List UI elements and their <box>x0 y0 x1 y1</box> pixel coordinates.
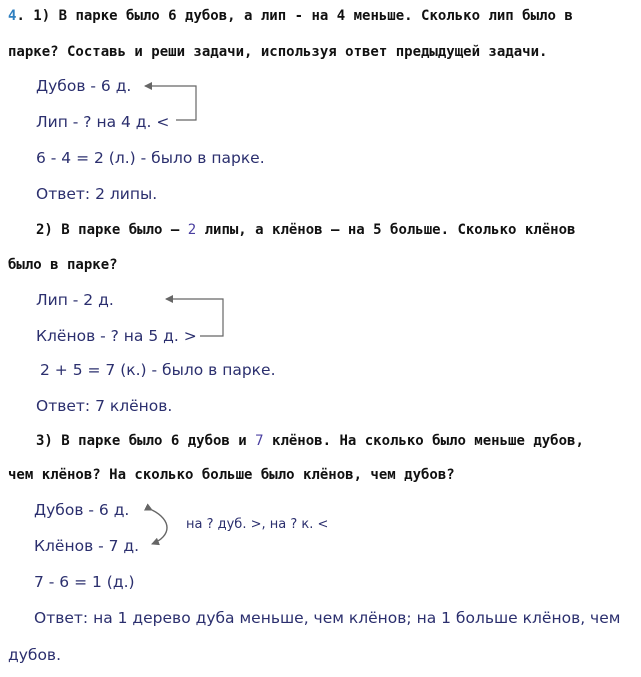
task-1-text-1: 1) В парке было 6 дубов, а лип - на 4 меньше. Сколько лип было в <box>24 8 573 24</box>
task-1-oaks-row: Дубов - 6 д. <box>36 77 132 95</box>
task-3-answer-line-1: Ответ: на 1 дерево дуба меньше, чем клёнов; на 1 больше клёнов, чем <box>34 609 621 627</box>
task-3-oaks-row: Дубов - 6 д. <box>34 501 130 519</box>
task-2-answer: Ответ: 7 клёнов. <box>36 397 173 415</box>
task-2-lindens-row: Лип - 2 д. <box>36 291 114 309</box>
task-1-lindens-row: Лип - ? на 4 д. < <box>36 113 170 131</box>
task-2-text-b: липы, а клёнов — на 5 больше. Сколько клёнов <box>196 222 576 238</box>
task-number-dot: . <box>16 8 25 24</box>
task-2-highlighted-number: 2 <box>187 222 197 238</box>
task-2-text-a: 2) В парке было — <box>36 222 188 238</box>
task-2-maples-row: Клёнов - ? на 5 д. > <box>36 327 197 345</box>
task-3-text-a: 3) В парке было 6 дубов и <box>36 433 256 449</box>
task-1-bracket-arrow <box>145 86 196 120</box>
task-3-text-b: клёнов. На сколько было меньше дубов, <box>263 433 584 449</box>
task-2-bracket-arrow <box>166 299 223 336</box>
task-2-calculation: 2 + 5 = 7 (к.) - было в парке. <box>40 361 276 379</box>
task-2-statement-line-2: было в парке? <box>8 257 118 273</box>
task-1-calculation: 6 - 4 = 2 (л.) - было в парке. <box>36 149 265 167</box>
task-3-highlighted-number: 7 <box>255 433 264 449</box>
task-3-maples-row: Клёнов - 7 д. <box>34 537 140 555</box>
task-3-statement-line-2: чем клёнов? На сколько больше было клёнов, чем дубов? <box>8 467 455 483</box>
task-3-curved-arrow <box>152 510 167 544</box>
task-1-statement-line-2: парке? Составь и реши задачи, используя ответ предыдущей задачи. <box>8 44 548 60</box>
task-1-answer: Ответ: 2 липы. <box>36 185 158 203</box>
task-number: 4 <box>8 8 17 24</box>
task-3-comparison-note: на ? дуб. >, на ? к. < <box>186 517 329 532</box>
task-3-answer-line-2: дубов. <box>8 646 61 664</box>
task-3-calculation: 7 - 6 = 1 (д.) <box>34 573 135 591</box>
